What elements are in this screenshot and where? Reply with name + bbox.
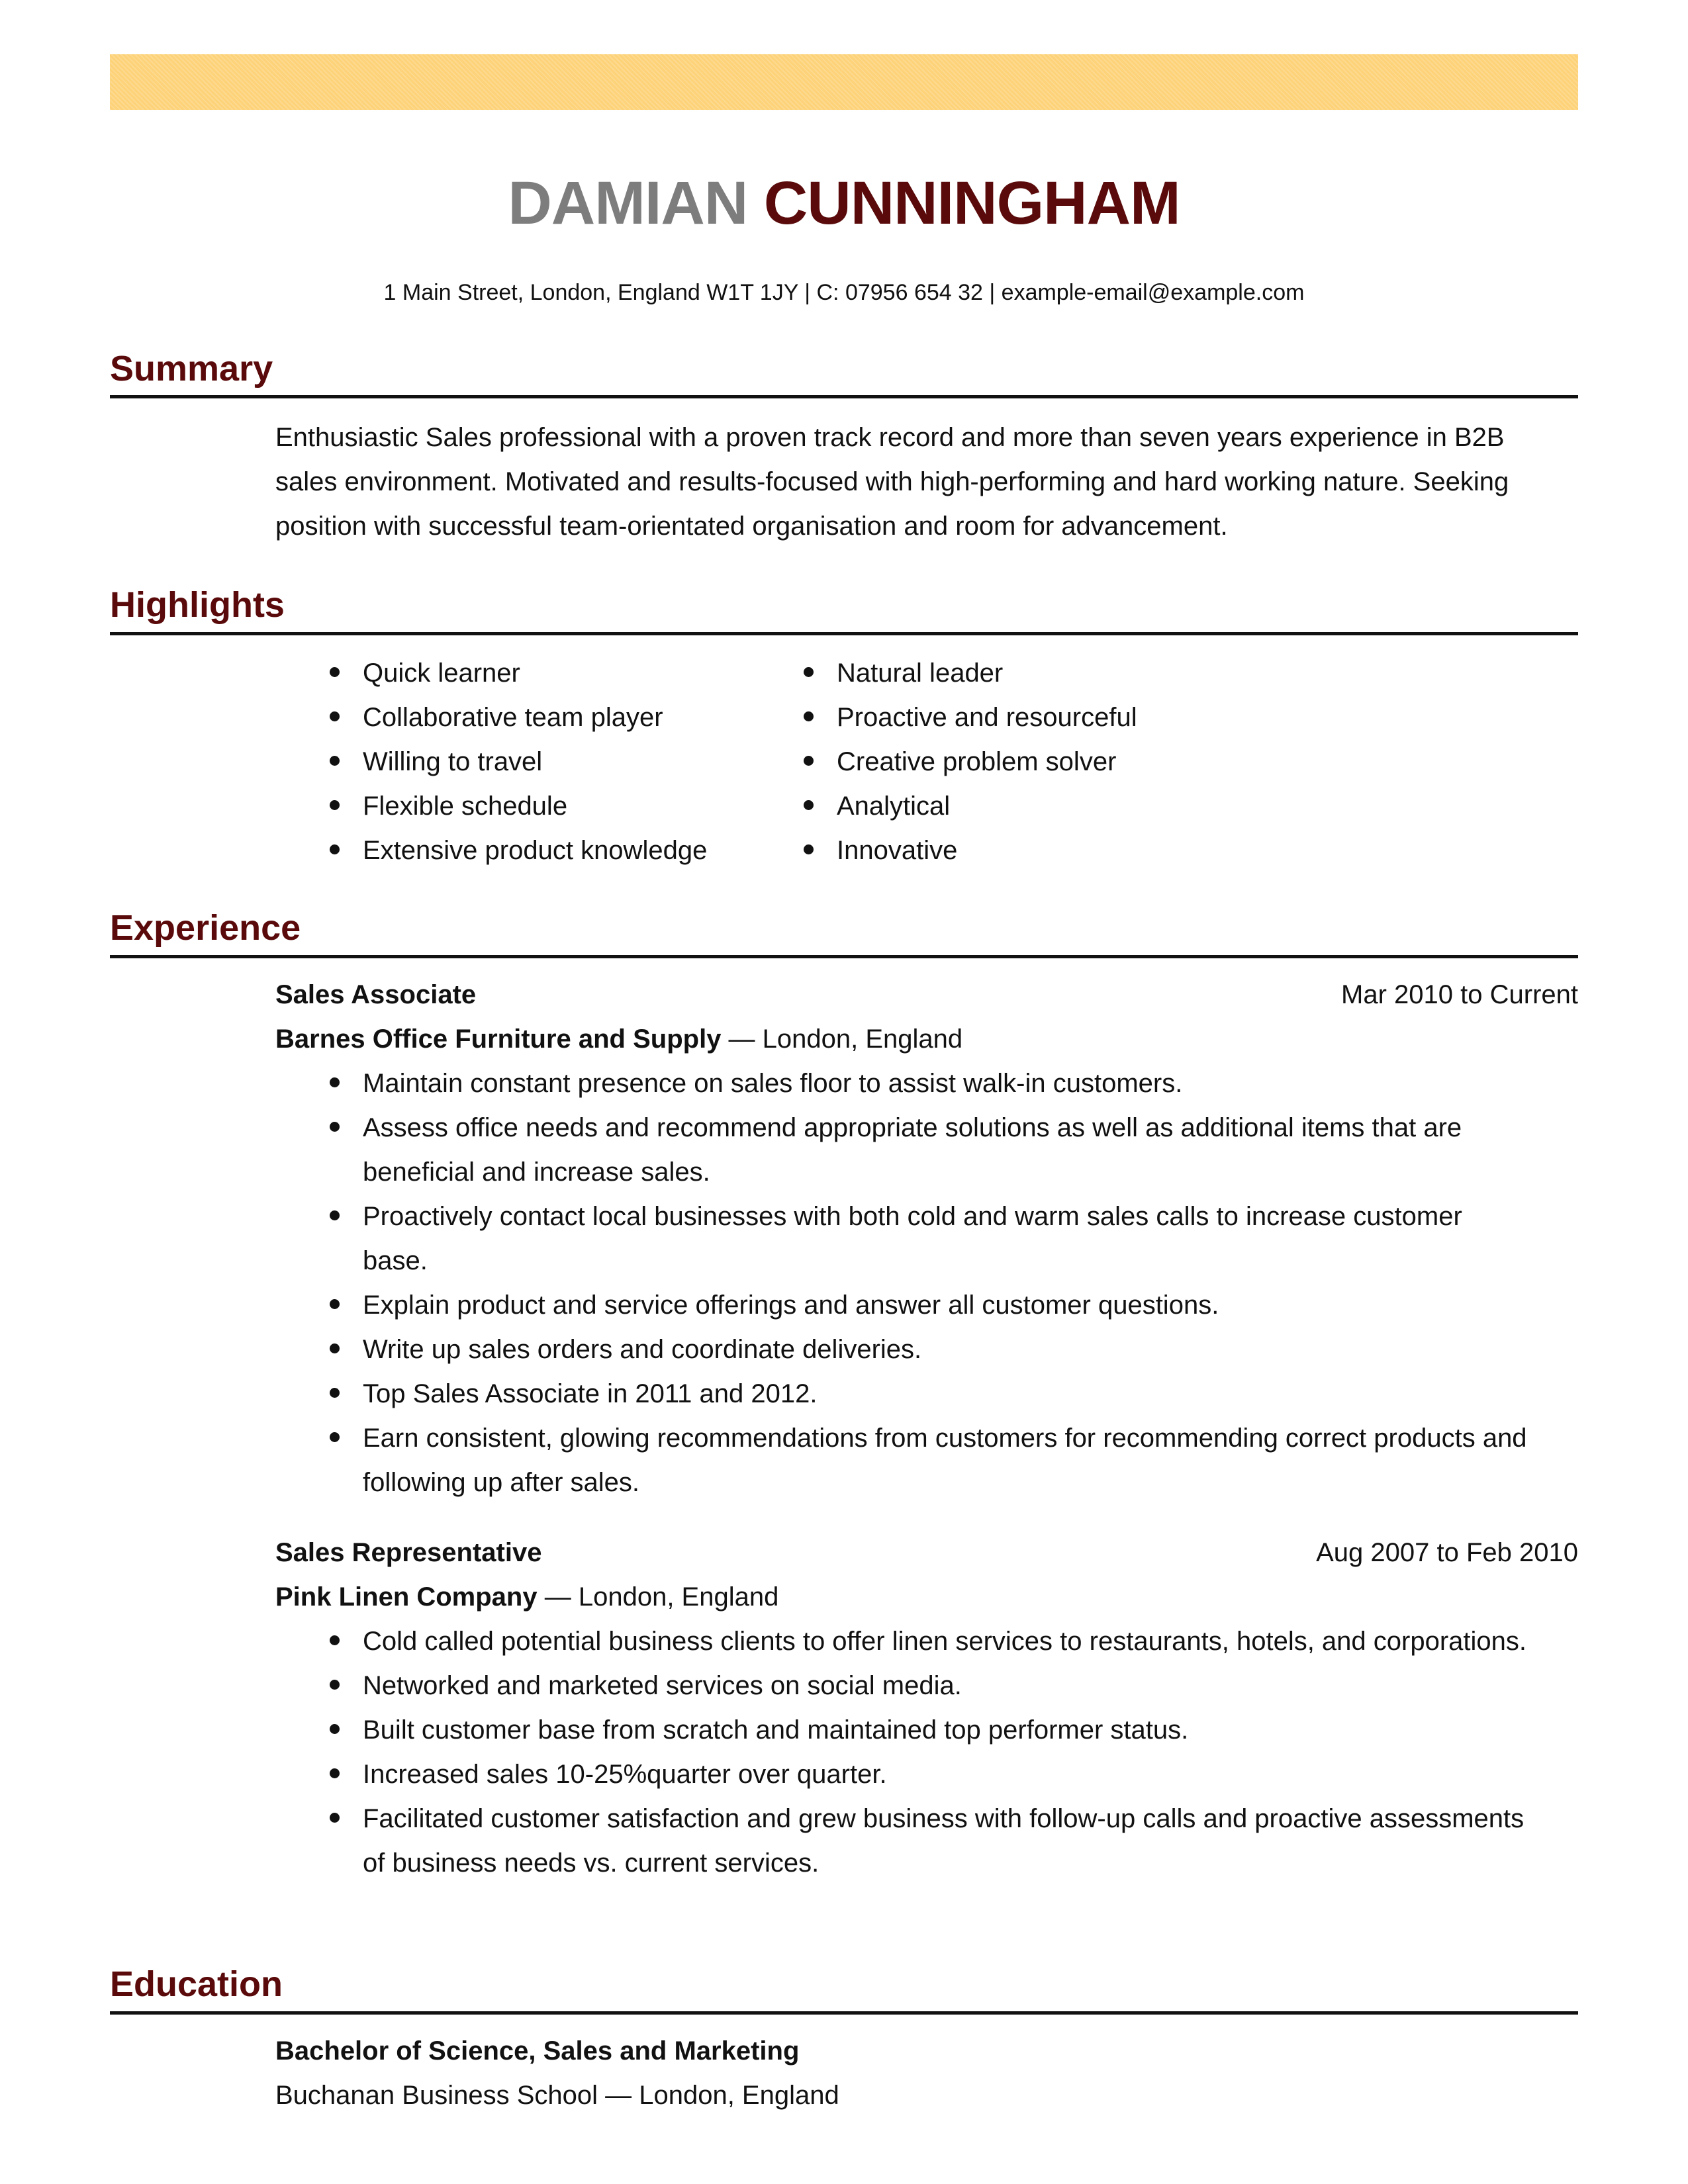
highlights-rule xyxy=(110,632,1578,635)
list-item: Proactive and resourceful xyxy=(749,696,1279,740)
bullet-icon xyxy=(330,1813,340,1823)
list-item: Collaborative team player xyxy=(275,696,739,740)
bullet-icon xyxy=(330,1432,340,1442)
bullet-icon xyxy=(330,756,340,766)
bullet-icon xyxy=(330,1122,340,1132)
company-name: Pink Linen Company xyxy=(275,1582,538,1612)
job-duties-list xyxy=(275,1619,1533,1886)
bullet-icon xyxy=(804,800,814,810)
bullet-icon xyxy=(330,1388,340,1398)
list-item: Increased sales 10-25%quarter over quarter. xyxy=(275,1752,1533,1797)
list-item: Flexible schedule xyxy=(275,784,739,829)
job-title: Sales Representative xyxy=(275,1538,542,1567)
job-company-line xyxy=(275,1017,962,1062)
summary-text: Enthusiastic Sales professional with a proven track record and more than seven years experience in B2B sales environment. Motivated and results-focused with high-performing and hard working nature. Seeking position with successful team-orientated organisation and room for advancement. xyxy=(275,423,1509,541)
company-name: Barnes Office Furniture and Supply xyxy=(275,1024,722,1054)
bullet-icon xyxy=(804,844,814,854)
job-duties-list xyxy=(275,1062,1533,1505)
bullet-icon xyxy=(330,667,340,677)
job-dates: Mar 2010 to Current xyxy=(1341,980,1578,1009)
list-item: Built customer base from scratch and maintained top performer status. xyxy=(275,1708,1533,1752)
education-rule xyxy=(110,2011,1578,2015)
list-item: Proactively contact local businesses with both cold and warm sales calls to increase customer base. xyxy=(275,1195,1533,1283)
bullet-icon xyxy=(330,1077,340,1087)
job-dates: Aug 2007 to Feb 2010 xyxy=(1316,1538,1578,1567)
last-name: CUNNINGHAM xyxy=(763,169,1180,237)
contact-line: 1 Main Street, London, England W1T 1JY | C: 07956 654 32 | example-email@example.com xyxy=(383,280,1305,305)
bullet-icon xyxy=(330,1343,340,1353)
list-item: Networked and marketed services on social media. xyxy=(275,1664,1533,1708)
list-item: Facilitated customer satisfaction and grew business with follow-up calls and proactive assessments of business needs vs. current services. xyxy=(275,1797,1533,1886)
experience-rule xyxy=(110,955,1578,958)
bullet-icon xyxy=(330,1210,340,1220)
company-location: — London, England xyxy=(721,1024,963,1054)
candidate-name xyxy=(0,167,1688,240)
bullet-icon xyxy=(330,711,340,721)
highlights-left-list xyxy=(275,651,739,873)
list-item: Innovative xyxy=(749,829,1279,873)
list-item: Natural leader xyxy=(749,651,1279,696)
job-company-line xyxy=(275,1575,778,1619)
list-item: Extensive product knowledge xyxy=(275,829,739,873)
highlights-heading: Highlights xyxy=(110,585,285,625)
bullet-icon xyxy=(330,1680,340,1690)
highlights-right-list xyxy=(749,651,1279,873)
education-school: Buchanan Business School — London, England xyxy=(275,2081,839,2110)
bullet-icon xyxy=(330,1724,340,1734)
education-heading: Education xyxy=(110,1964,283,2004)
top-color-band xyxy=(110,54,1578,110)
list-item: Maintain constant presence on sales floor to assist walk-in customers. xyxy=(275,1062,1533,1106)
list-item: Write up sales orders and coordinate deliveries. xyxy=(275,1328,1533,1372)
list-item: Cold called potential business clients to offer linen services to restaurants, hotels, and corporations. xyxy=(275,1619,1533,1664)
bullet-icon xyxy=(330,1299,340,1309)
company-location: — London, England xyxy=(537,1582,779,1612)
bullet-icon xyxy=(330,800,340,810)
list-item: Creative problem solver xyxy=(749,740,1279,784)
bullet-icon xyxy=(330,844,340,854)
list-item: Top Sales Associate in 2011 and 2012. xyxy=(275,1372,1533,1416)
list-item: Earn consistent, glowing recommendations from customers for recommending correct products and following up after sales. xyxy=(275,1416,1533,1505)
job-title: Sales Associate xyxy=(275,980,477,1009)
bullet-icon xyxy=(330,1768,340,1778)
summary-heading: Summary xyxy=(110,349,273,388)
experience-heading: Experience xyxy=(110,908,301,948)
first-name: DAMIAN xyxy=(508,169,748,237)
bullet-icon xyxy=(804,756,814,766)
summary-rule xyxy=(110,395,1578,398)
bullet-icon xyxy=(804,667,814,677)
bullet-icon xyxy=(804,711,814,721)
list-item: Explain product and service offerings and answer all customer questions. xyxy=(275,1283,1533,1328)
bullet-icon xyxy=(330,1635,340,1645)
list-item: Willing to travel xyxy=(275,740,739,784)
list-item: Quick learner xyxy=(275,651,739,696)
list-item: Analytical xyxy=(749,784,1279,829)
list-item: Assess office needs and recommend appropriate solutions as well as additional items that are beneficial and increase sales. xyxy=(275,1106,1533,1195)
education-degree: Bachelor of Science, Sales and Marketing xyxy=(275,2036,800,2066)
